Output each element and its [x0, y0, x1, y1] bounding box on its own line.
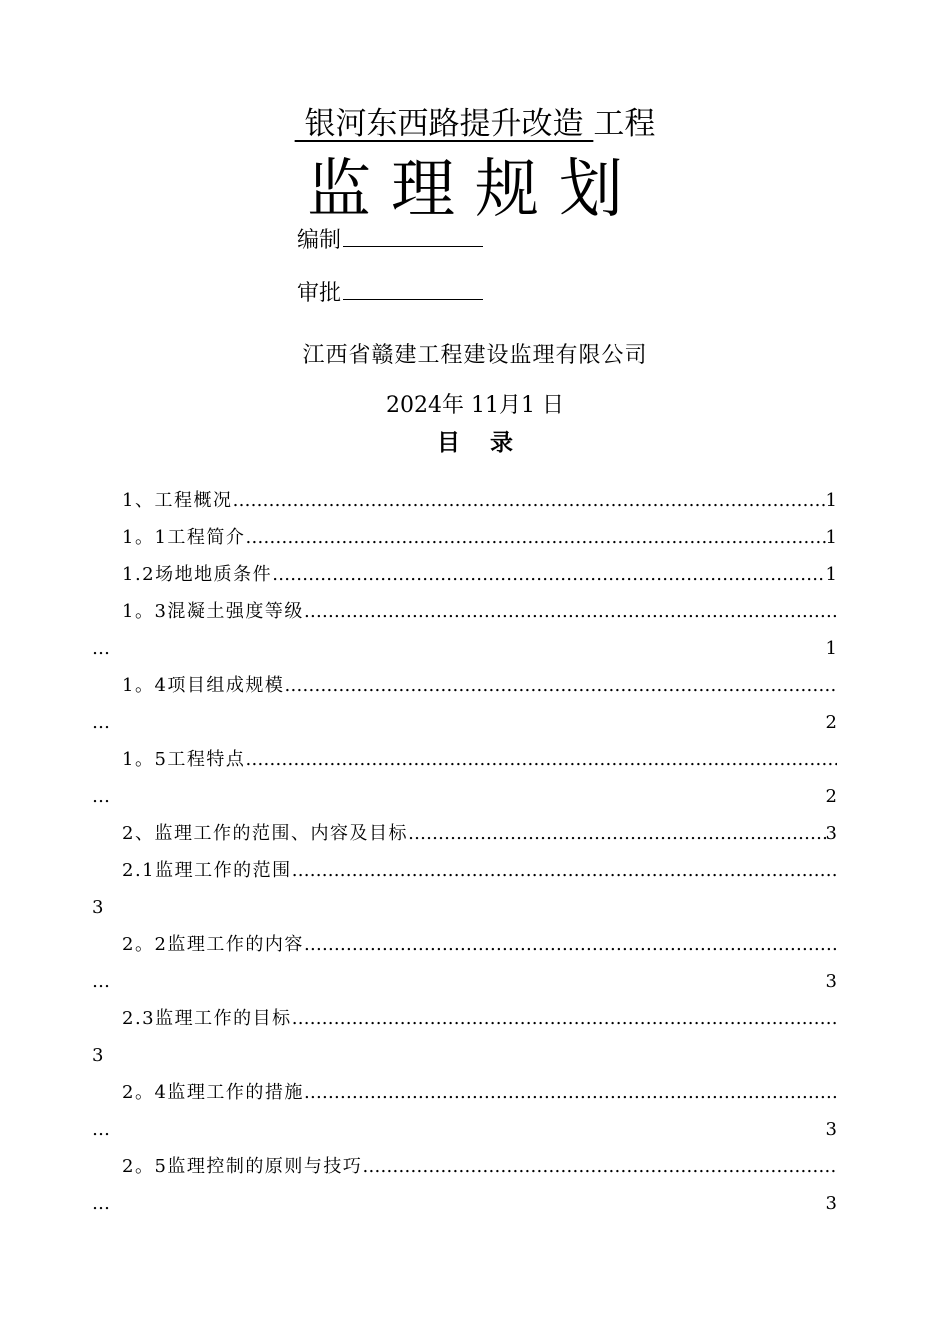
- toc-page-number: 1: [825, 527, 837, 548]
- approve-blank: [343, 277, 483, 300]
- toc-entry-continuation: [92, 630, 837, 667]
- toc-leader-continuation: …: [92, 712, 112, 733]
- toc-entry-label: 2.3监理工作的目标: [122, 1008, 292, 1029]
- toc-leader-dots: [362, 1148, 837, 1185]
- toc-entry[interactable]: [92, 556, 837, 593]
- toc-title: 目录: [437, 430, 543, 456]
- toc-entry-continuation: [92, 1111, 837, 1148]
- project-name: 银河东西路提升改造: [304, 106, 584, 142]
- toc-leader-continuation: …: [92, 638, 112, 659]
- toc-entry[interactable]: [92, 482, 837, 519]
- toc-entry[interactable]: [92, 1148, 837, 1222]
- toc-leader-dots: [272, 556, 825, 593]
- toc-leader-dots: [245, 741, 837, 778]
- company-name: 江西省赣建工程建设监理有限公司: [302, 343, 648, 368]
- table-of-contents: [92, 482, 837, 1222]
- main-title: 监理规划: [307, 153, 643, 227]
- compile-line: [297, 224, 483, 256]
- compile-blank: [343, 224, 483, 247]
- toc-leader-continuation: …: [92, 1119, 112, 1140]
- toc-leader-continuation: …: [92, 1193, 112, 1214]
- toc-leader-dots: [292, 852, 837, 889]
- toc-entry-label: 2.1监理工作的范围: [122, 860, 292, 881]
- toc-page-number: 1: [825, 564, 837, 585]
- toc-entry-row: [92, 593, 837, 630]
- toc-entry-row: [92, 482, 837, 519]
- toc-leader-dots: [304, 1074, 837, 1111]
- toc-page-number: 3: [825, 1119, 837, 1140]
- toc-entry-continuation: [92, 889, 837, 926]
- toc-page-number: 2: [825, 712, 837, 733]
- approve-label: 审批: [297, 281, 342, 306]
- toc-entry-row: [92, 1074, 837, 1111]
- toc-leader-continuation: …: [92, 786, 112, 807]
- toc-leader-continuation: …: [92, 971, 112, 992]
- toc-entry-label: 2。2监理工作的内容: [122, 934, 304, 955]
- toc-entry[interactable]: [92, 519, 837, 556]
- toc-leader-dots: [284, 667, 837, 704]
- toc-entry-row: [92, 1148, 837, 1185]
- toc-entry-label: 2、监理工作的范围、内容及目标: [122, 823, 408, 844]
- toc-entry-continuation: [92, 1037, 837, 1074]
- toc-entry-label: 2。4监理工作的措施: [122, 1082, 304, 1103]
- toc-entry-continuation: [92, 704, 837, 741]
- toc-leader-dots: [232, 482, 825, 519]
- toc-entry-label: 1。5工程特点: [122, 749, 246, 770]
- toc-entry[interactable]: [92, 926, 837, 1000]
- toc-leader-dots: [292, 1000, 837, 1037]
- toc-entry-row: [92, 1000, 837, 1037]
- toc-entry[interactable]: [92, 741, 837, 815]
- toc-entry-label: 1。4项目组成规模: [122, 675, 285, 696]
- toc-page-number: 3: [825, 971, 837, 992]
- toc-entry[interactable]: [92, 852, 837, 926]
- document-date: 2024年 11月1 日: [386, 393, 564, 418]
- toc-entry-continuation: [92, 1185, 837, 1222]
- toc-leader-dots: [304, 593, 837, 630]
- toc-page-number: 3: [825, 1193, 837, 1214]
- toc-entry[interactable]: [92, 1074, 837, 1148]
- toc-leader-dots: [245, 519, 825, 556]
- toc-entry-row: [92, 815, 837, 852]
- toc-entry-label: 1。3混凝土强度等级: [122, 601, 304, 622]
- toc-leader-dots: [304, 926, 837, 963]
- toc-entry-row: [92, 519, 837, 556]
- approve-line: [297, 277, 483, 309]
- toc-entry-label: 1。1工程简介: [122, 527, 246, 548]
- toc-entry-continuation: [92, 963, 837, 1000]
- compile-label: 编制: [297, 228, 342, 253]
- toc-page-number: 3: [92, 897, 104, 918]
- project-title: [0, 102, 950, 146]
- toc-entry-row: [92, 556, 837, 593]
- toc-page-number: 1: [825, 638, 837, 659]
- toc-entry-row: [92, 926, 837, 963]
- toc-entry-row: [92, 741, 837, 778]
- toc-page-number: 3: [92, 1045, 104, 1066]
- toc-entry[interactable]: [92, 593, 837, 667]
- toc-entry-continuation: [92, 778, 837, 815]
- toc-entry-label: 1、工程概况: [122, 490, 233, 511]
- toc-leader-dots: [408, 815, 826, 852]
- toc-entry-label: 2。5监理控制的原则与技巧: [122, 1156, 363, 1177]
- toc-page-number: 3: [825, 823, 837, 844]
- toc-entry[interactable]: [92, 1000, 837, 1074]
- toc-entry-label: 1.2场地地质条件: [122, 564, 273, 585]
- toc-entry-row: [92, 852, 837, 889]
- toc-page-number: 1: [825, 490, 837, 511]
- toc-entry-row: [92, 667, 837, 704]
- project-suffix: 工程: [593, 106, 656, 142]
- toc-entry[interactable]: [92, 815, 837, 852]
- toc-page-number: 2: [825, 786, 837, 807]
- toc-entry[interactable]: [92, 667, 837, 741]
